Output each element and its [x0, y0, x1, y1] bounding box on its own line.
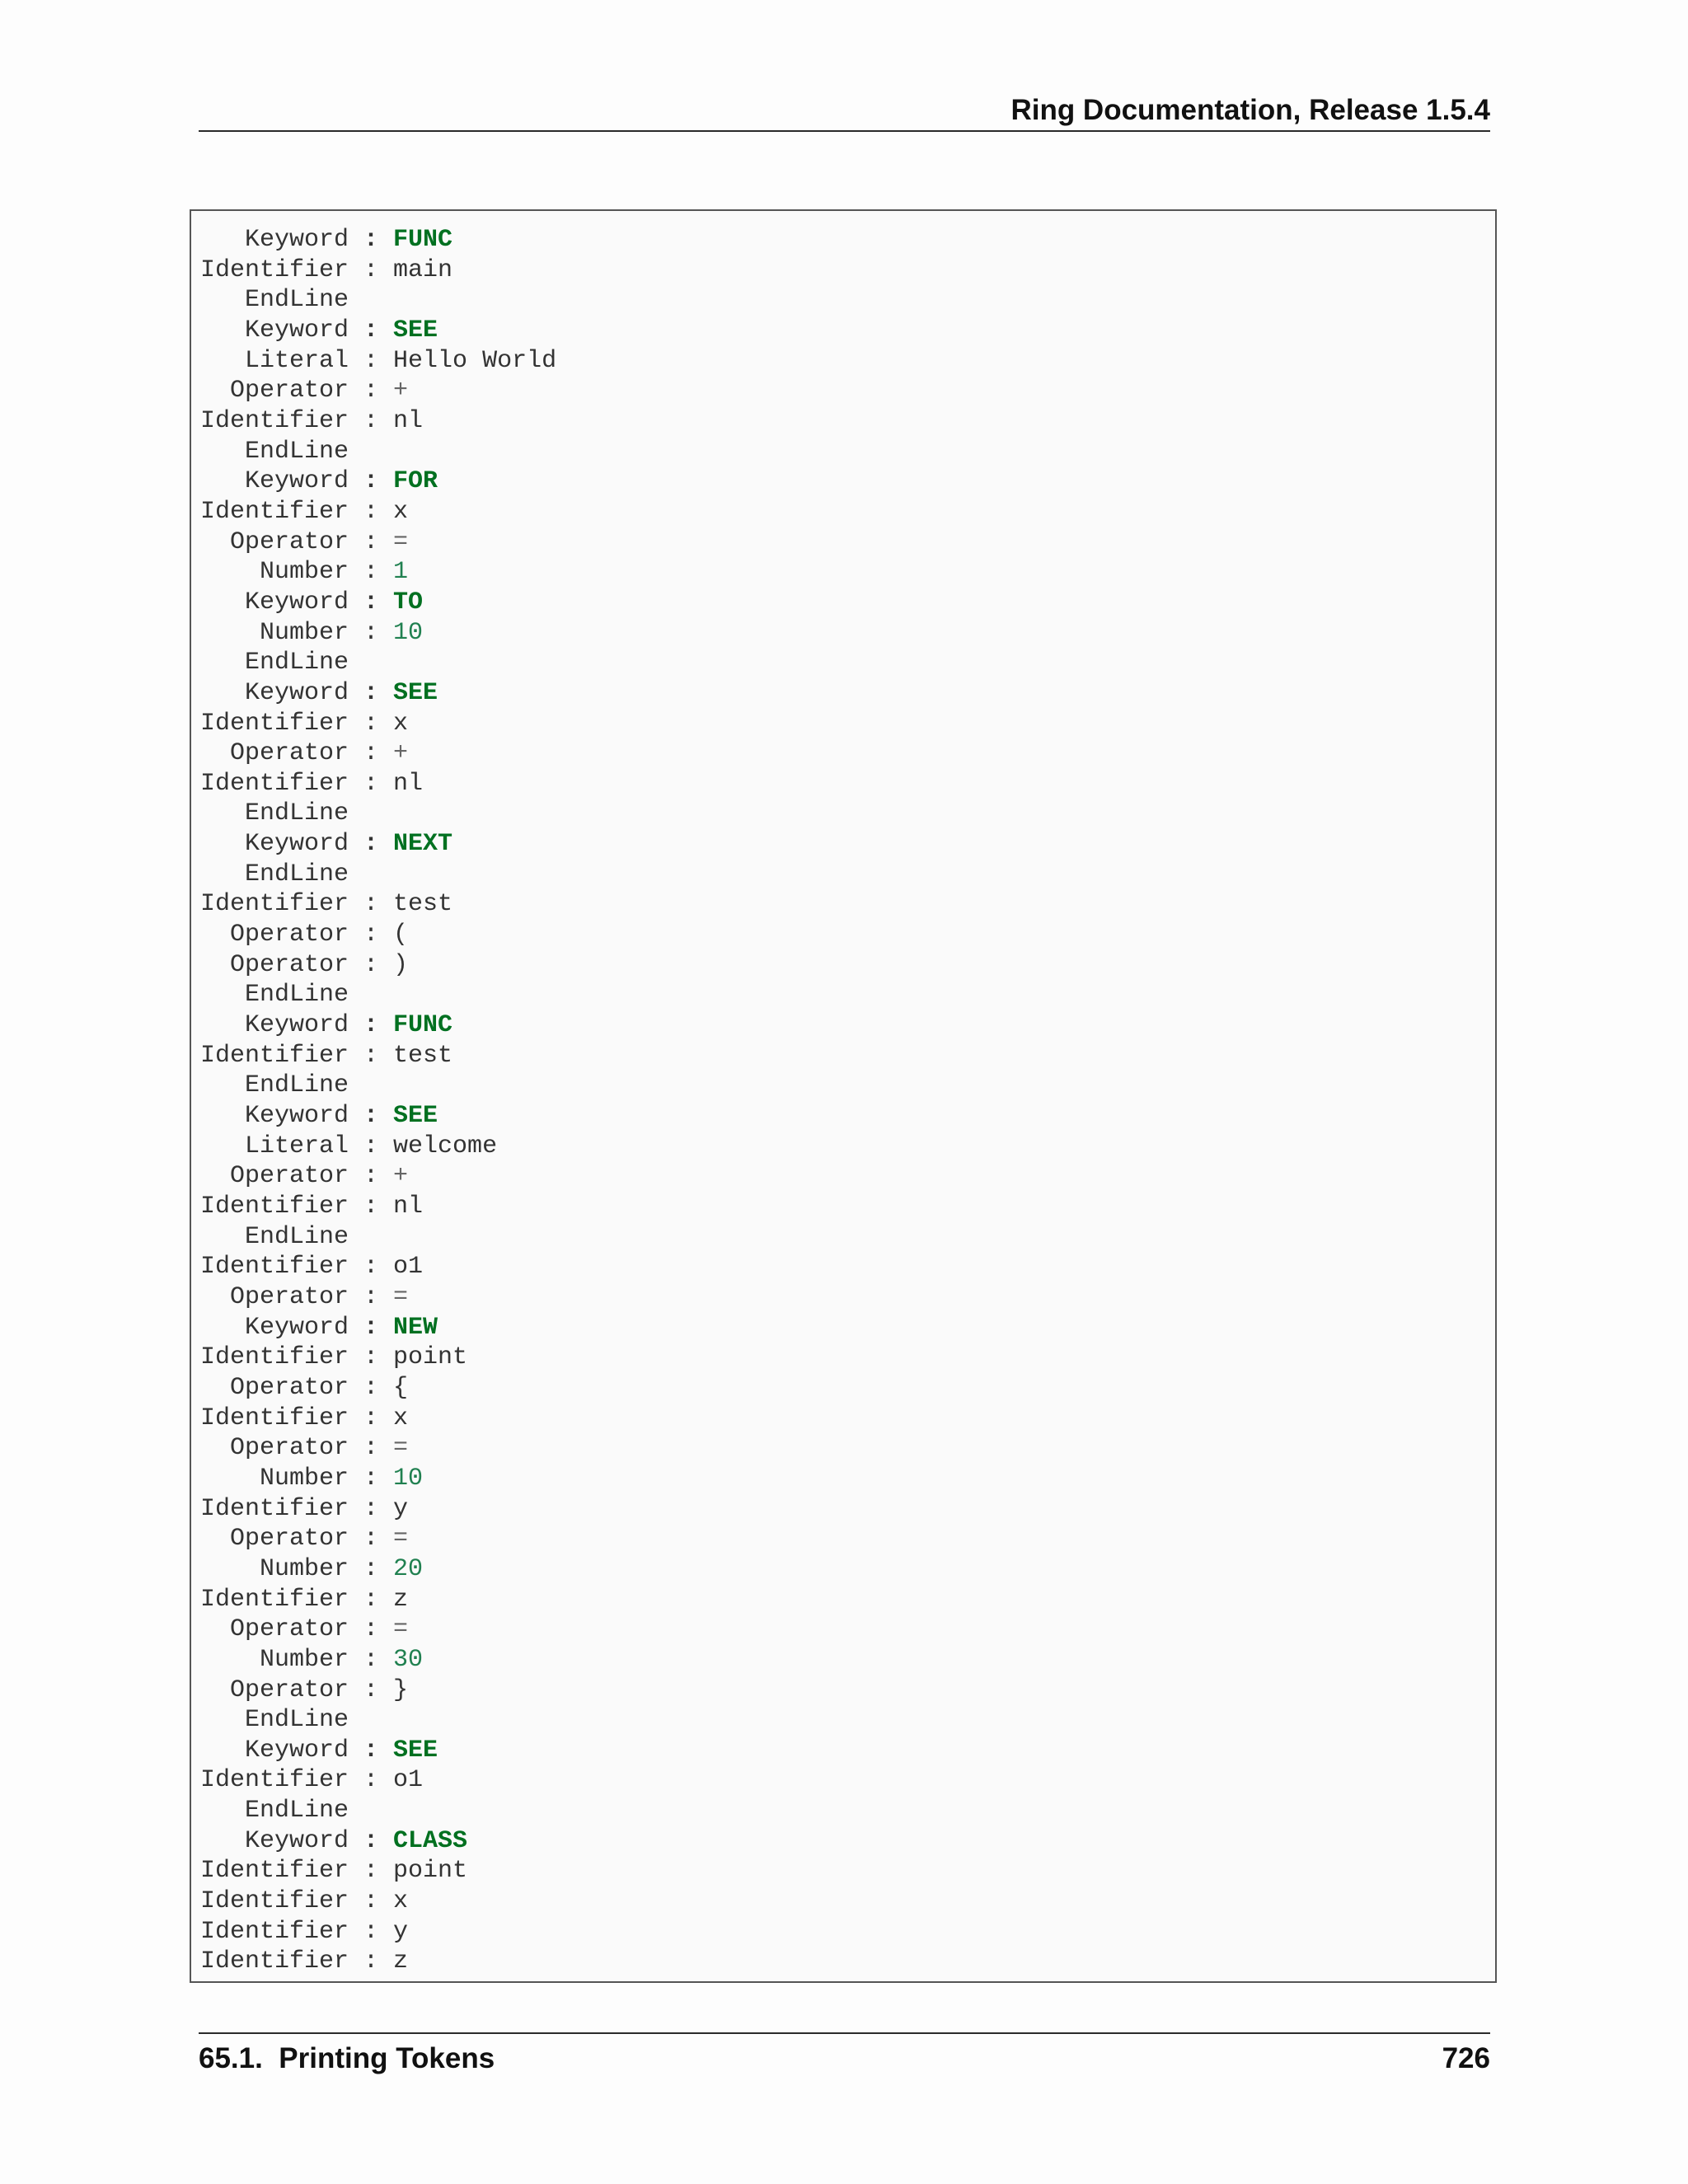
token-type: EndLine: [200, 649, 349, 677]
token-separator: :: [349, 1373, 394, 1402]
token-value: o1: [393, 1766, 424, 1795]
token-separator: :: [349, 1313, 394, 1342]
token-separator: :: [349, 769, 394, 798]
code-line: [200, 346, 556, 377]
token-type: Identifier: [200, 1253, 349, 1282]
code-line: [200, 678, 556, 709]
token-value: 10: [393, 618, 424, 647]
token-value: nl: [393, 769, 424, 798]
code-line: [200, 980, 556, 1010]
token-value: x: [393, 709, 409, 738]
token-separator: :: [349, 1494, 394, 1523]
code-line: [200, 1675, 556, 1706]
code-line: [200, 406, 556, 437]
code-line: [200, 1282, 556, 1313]
token-type: Operator: [200, 921, 349, 949]
code-line: [200, 1404, 556, 1434]
code-line: [200, 889, 556, 920]
token-value: NEW: [393, 1313, 438, 1342]
code-block: [190, 209, 1497, 1983]
token-type: EndLine: [200, 1797, 349, 1825]
token-type: Identifier: [200, 1494, 349, 1523]
token-separator: :: [349, 890, 394, 919]
code-line: [200, 950, 556, 981]
code-line: [200, 769, 556, 799]
token-value: nl: [393, 406, 424, 435]
token-value: SEE: [393, 316, 438, 344]
token-value: nl: [393, 1193, 424, 1221]
code-line: [200, 1161, 556, 1192]
token-value: NEXT: [393, 830, 453, 859]
token-type: Number: [200, 1464, 349, 1493]
token-separator: :: [349, 1162, 394, 1191]
token-type: Operator: [200, 1434, 349, 1463]
token-value: 1: [393, 558, 409, 587]
code-line: [200, 1252, 556, 1282]
token-value: =: [393, 1615, 409, 1644]
token-type: Keyword: [200, 1102, 349, 1131]
code-line: [200, 1464, 556, 1494]
token-type: Literal: [200, 346, 349, 375]
token-value: TO: [393, 588, 424, 616]
token-type: Keyword: [200, 316, 349, 344]
token-separator: :: [349, 558, 394, 587]
token-value: x: [393, 1887, 409, 1916]
code-line: [200, 829, 556, 860]
token-type: Identifier: [200, 1917, 349, 1946]
code-line: [200, 1041, 556, 1071]
code-line: [200, 1373, 556, 1404]
token-value: x: [393, 1404, 409, 1432]
token-separator: :: [349, 226, 394, 254]
token-separator: :: [349, 709, 394, 738]
code-line: [200, 1071, 556, 1101]
code-line: [200, 618, 556, 649]
token-separator: :: [349, 1947, 394, 1976]
token-value: welcome: [393, 1132, 498, 1160]
token-value: 30: [393, 1645, 424, 1674]
token-value: y: [393, 1494, 409, 1523]
token-value: FOR: [393, 467, 438, 496]
code-line: [200, 1886, 556, 1917]
token-value: ): [393, 950, 409, 979]
token-type: Identifier: [200, 497, 349, 526]
token-separator: :: [349, 1193, 394, 1221]
token-value: SEE: [393, 1102, 438, 1131]
token-type: EndLine: [200, 981, 349, 1010]
code-line: [200, 799, 556, 829]
token-type: Operator: [200, 1282, 349, 1311]
code-line: [200, 1132, 556, 1162]
token-value: =: [393, 1282, 409, 1311]
code-line: [200, 709, 556, 739]
token-value: z: [393, 1947, 409, 1976]
token-separator: :: [349, 1766, 394, 1795]
code-line: [200, 1433, 556, 1464]
code-line: [200, 557, 556, 588]
token-value: (: [393, 921, 409, 949]
token-separator: :: [349, 1736, 394, 1765]
token-value: 10: [393, 1464, 424, 1493]
token-type: Number: [200, 558, 349, 587]
code-line: [200, 1222, 556, 1253]
token-type: Identifier: [200, 255, 349, 284]
token-type: Identifier: [200, 769, 349, 798]
token-separator: :: [349, 1011, 394, 1040]
token-value: point: [393, 1343, 468, 1372]
token-type: EndLine: [200, 1706, 349, 1735]
token-separator: :: [349, 527, 394, 556]
code-line: [200, 437, 556, 467]
code-line: [200, 527, 556, 558]
token-type: Operator: [200, 1162, 349, 1191]
token-separator: :: [349, 588, 394, 616]
token-value: FUNC: [393, 1011, 453, 1040]
token-type: Number: [200, 1554, 349, 1583]
token-value: =: [393, 1525, 409, 1554]
token-separator: :: [349, 1041, 394, 1070]
token-type: Keyword: [200, 830, 349, 859]
code-line: [200, 497, 556, 527]
code-line: [200, 648, 556, 678]
token-separator: :: [349, 346, 394, 375]
token-separator: :: [349, 1615, 394, 1644]
token-type: Keyword: [200, 226, 349, 254]
token-type: EndLine: [200, 437, 349, 466]
token-type: Identifier: [200, 406, 349, 435]
token-separator: :: [349, 950, 394, 979]
token-value: =: [393, 1434, 409, 1463]
token-separator: :: [349, 1464, 394, 1493]
code-line: [200, 1615, 556, 1645]
token-value: test: [393, 890, 453, 919]
token-separator: :: [349, 678, 394, 707]
page-header-title: Ring Documentation, Release 1.5.4: [1010, 94, 1490, 126]
token-type: Operator: [200, 1525, 349, 1554]
token-separator: :: [349, 921, 394, 949]
token-separator: :: [349, 1857, 394, 1886]
token-value: CLASS: [393, 1826, 468, 1855]
token-type: Keyword: [200, 1736, 349, 1765]
code-line: [200, 1917, 556, 1947]
token-value: +: [393, 739, 409, 768]
token-value: x: [393, 497, 409, 526]
token-separator: :: [349, 497, 394, 526]
code-line: [200, 1554, 556, 1585]
token-separator: :: [349, 1253, 394, 1282]
token-value: Hello World: [393, 346, 557, 375]
token-value: +: [393, 377, 409, 405]
code-line: [200, 1736, 556, 1766]
token-type: Identifier: [200, 890, 349, 919]
token-separator: :: [349, 1917, 394, 1946]
token-separator: :: [349, 1434, 394, 1463]
token-value: =: [393, 527, 409, 556]
token-value: }: [393, 1675, 409, 1704]
token-type: EndLine: [200, 1071, 349, 1100]
token-type: Identifier: [200, 1193, 349, 1221]
token-value: {: [393, 1373, 409, 1402]
token-type: EndLine: [200, 799, 349, 828]
token-separator: :: [349, 1675, 394, 1704]
code-lines: [200, 225, 556, 1977]
token-value: SEE: [393, 1736, 438, 1765]
token-type: Identifier: [200, 1947, 349, 1976]
token-separator: :: [349, 1404, 394, 1432]
token-type: Operator: [200, 950, 349, 979]
token-separator: :: [349, 1645, 394, 1674]
token-separator: :: [349, 1343, 394, 1372]
token-type: Keyword: [200, 1826, 349, 1855]
token-type: Operator: [200, 527, 349, 556]
code-line: [200, 1947, 556, 1977]
token-separator: :: [349, 406, 394, 435]
token-value: o1: [393, 1253, 424, 1282]
token-separator: :: [349, 830, 394, 859]
token-value: test: [393, 1041, 453, 1070]
code-line: [200, 738, 556, 769]
token-type: Identifier: [200, 709, 349, 738]
token-type: Operator: [200, 1615, 349, 1644]
token-separator: :: [349, 467, 394, 496]
token-separator: :: [349, 1102, 394, 1131]
token-value: SEE: [393, 678, 438, 707]
token-type: Identifier: [200, 1585, 349, 1614]
code-line: [200, 1192, 556, 1222]
token-value: 20: [393, 1554, 424, 1583]
code-line: [200, 1796, 556, 1826]
token-type: Keyword: [200, 588, 349, 616]
token-value: y: [393, 1917, 409, 1946]
token-separator: :: [349, 1826, 394, 1855]
token-value: z: [393, 1585, 409, 1614]
code-line: [200, 1585, 556, 1615]
code-line: [200, 1010, 556, 1041]
code-line: [200, 1101, 556, 1132]
token-type: Keyword: [200, 467, 349, 496]
code-line: [200, 1705, 556, 1736]
token-value: +: [393, 1162, 409, 1191]
code-line: [200, 1765, 556, 1796]
token-type: Operator: [200, 1373, 349, 1402]
token-type: Operator: [200, 1675, 349, 1704]
token-type: Keyword: [200, 1313, 349, 1342]
token-type: Number: [200, 618, 349, 647]
token-separator: :: [349, 1525, 394, 1554]
code-line: [200, 1313, 556, 1343]
token-separator: :: [349, 255, 394, 284]
page-footer: [199, 2032, 1490, 2083]
code-line: [200, 1494, 556, 1525]
token-separator: :: [349, 739, 394, 768]
page-header: [199, 89, 1490, 132]
code-line: [200, 1524, 556, 1554]
token-type: EndLine: [200, 1222, 349, 1251]
code-line: [200, 860, 556, 890]
token-separator: :: [349, 1282, 394, 1311]
code-line: [200, 1645, 556, 1675]
token-type: Identifier: [200, 1766, 349, 1795]
token-type: Literal: [200, 1132, 349, 1160]
token-value: FUNC: [393, 226, 453, 254]
token-type: Identifier: [200, 1887, 349, 1916]
token-type: EndLine: [200, 860, 349, 888]
token-separator: :: [349, 1554, 394, 1583]
code-line: [200, 1856, 556, 1886]
code-line: [200, 285, 556, 316]
footer-section-title: 65.1. Printing Tokens: [199, 2042, 495, 2074]
token-type: Identifier: [200, 1404, 349, 1432]
token-type: EndLine: [200, 286, 349, 315]
token-separator: :: [349, 1132, 394, 1160]
token-separator: :: [349, 618, 394, 647]
code-line: [200, 376, 556, 406]
token-value: point: [393, 1857, 468, 1886]
token-value: main: [393, 255, 453, 284]
code-line: [200, 920, 556, 950]
token-type: Operator: [200, 739, 349, 768]
token-type: Identifier: [200, 1041, 349, 1070]
token-separator: :: [349, 316, 394, 344]
token-type: Identifier: [200, 1343, 349, 1372]
code-line: [200, 466, 556, 497]
token-type: Operator: [200, 377, 349, 405]
code-line: [200, 316, 556, 346]
token-type: Identifier: [200, 1857, 349, 1886]
footer-page-number: 726: [1442, 2042, 1490, 2074]
token-type: Keyword: [200, 1011, 349, 1040]
token-separator: :: [349, 1887, 394, 1916]
token-type: Keyword: [200, 678, 349, 707]
token-separator: :: [349, 377, 394, 405]
code-line: [200, 225, 556, 255]
code-line: [200, 1826, 556, 1857]
code-line: [200, 588, 556, 618]
code-line: [200, 1343, 556, 1373]
code-line: [200, 255, 556, 286]
token-type: Number: [200, 1645, 349, 1674]
token-separator: :: [349, 1585, 394, 1614]
